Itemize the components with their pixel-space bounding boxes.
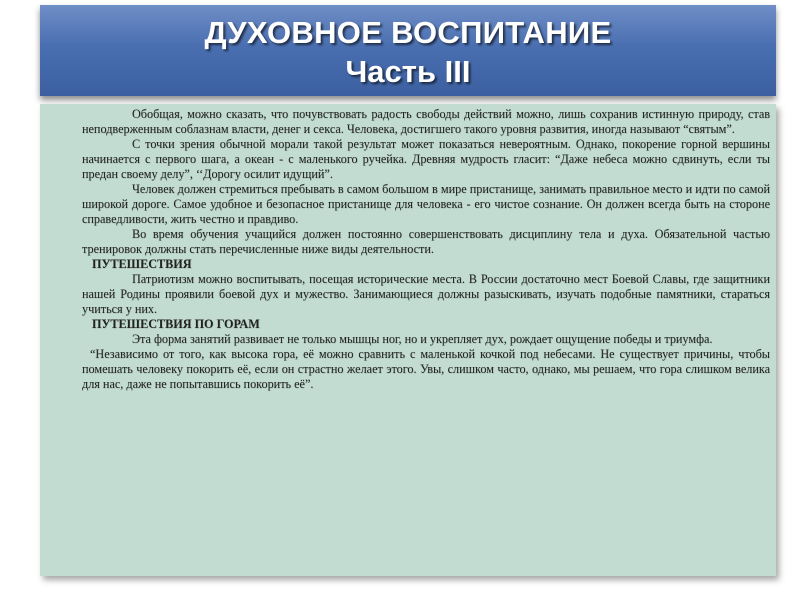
heading-mountain-travels: ПУТЕШЕСТВИЯ ПО ГОРАМ	[92, 317, 260, 331]
paragraph-morality: С точки зрения обычной морали такой результат может показаться невероятным. Однако, покорение горной вершины начинается с первого шага, а океан - с маленького ручейка. Древняя мудрость гласит: “Даже небеса можно сдвинуть, если ты предан своему делу”, ‘‘Дорогу осилит идущий”.	[82, 137, 770, 181]
paragraph-training: Во время обучения учащийся должен постоянно совершенствовать дисциплину тела и духа. Обязательной частью тренировок должны стать перечисленные ниже виды деятельности.	[82, 227, 770, 256]
paragraph-mountain-quote: “Независимо от того, как высока гора, её можно сравнить с маленькой кочкой под небесами. Не существует причины, чтобы помешать человеку покорить её, если он страстно желает этого. Увы, слишком часто, однако, мы решаем, что гора слишком велика для нас, даже не попытавшись покорить её”.	[82, 347, 770, 391]
slide-title-banner	[40, 5, 776, 96]
heading-travels: ПУТЕШЕСТВИЯ	[92, 257, 192, 271]
slide-title: ДУХОВНОЕ ВОСПИТАНИЕ	[204, 15, 612, 50]
paragraph-patriotism: Патриотизм можно воспитывать, посещая исторические места. В России достаточно мест Боевой Славы, где защитники нашей Родины проявили боевой дух и мужество. Занимающиеся должны разыскивать, изучать подобные памятники, стараться учиться у них.	[82, 272, 770, 316]
slide-subtitle: Часть III	[345, 54, 471, 89]
content-panel	[40, 104, 776, 576]
paragraph-refuge: Человек должен стремиться пребывать в самом большом в мире пристанище, занимать правильное место и идти по самой широкой дороге. Самое удобное и безопасное пристанище для человека - его чистое сознание. Он должен всегда быть на стороне справедливости, жить честно и правдиво.	[82, 182, 770, 226]
paragraph-mountain-benefits: Эта форма занятий развивает не только мышцы ног, но и укрепляет дух, рождает ощущение победы и триумфа.	[132, 332, 713, 346]
paragraph-summary: Обобщая, можно сказать, что почувствовать радость свободы действий можно, лишь сохранив истинную природу, став неподверженным соблазнам власти, денег и секса. Человека, достигшего такого уровня развития, иногда называют “святым”.	[82, 107, 770, 136]
